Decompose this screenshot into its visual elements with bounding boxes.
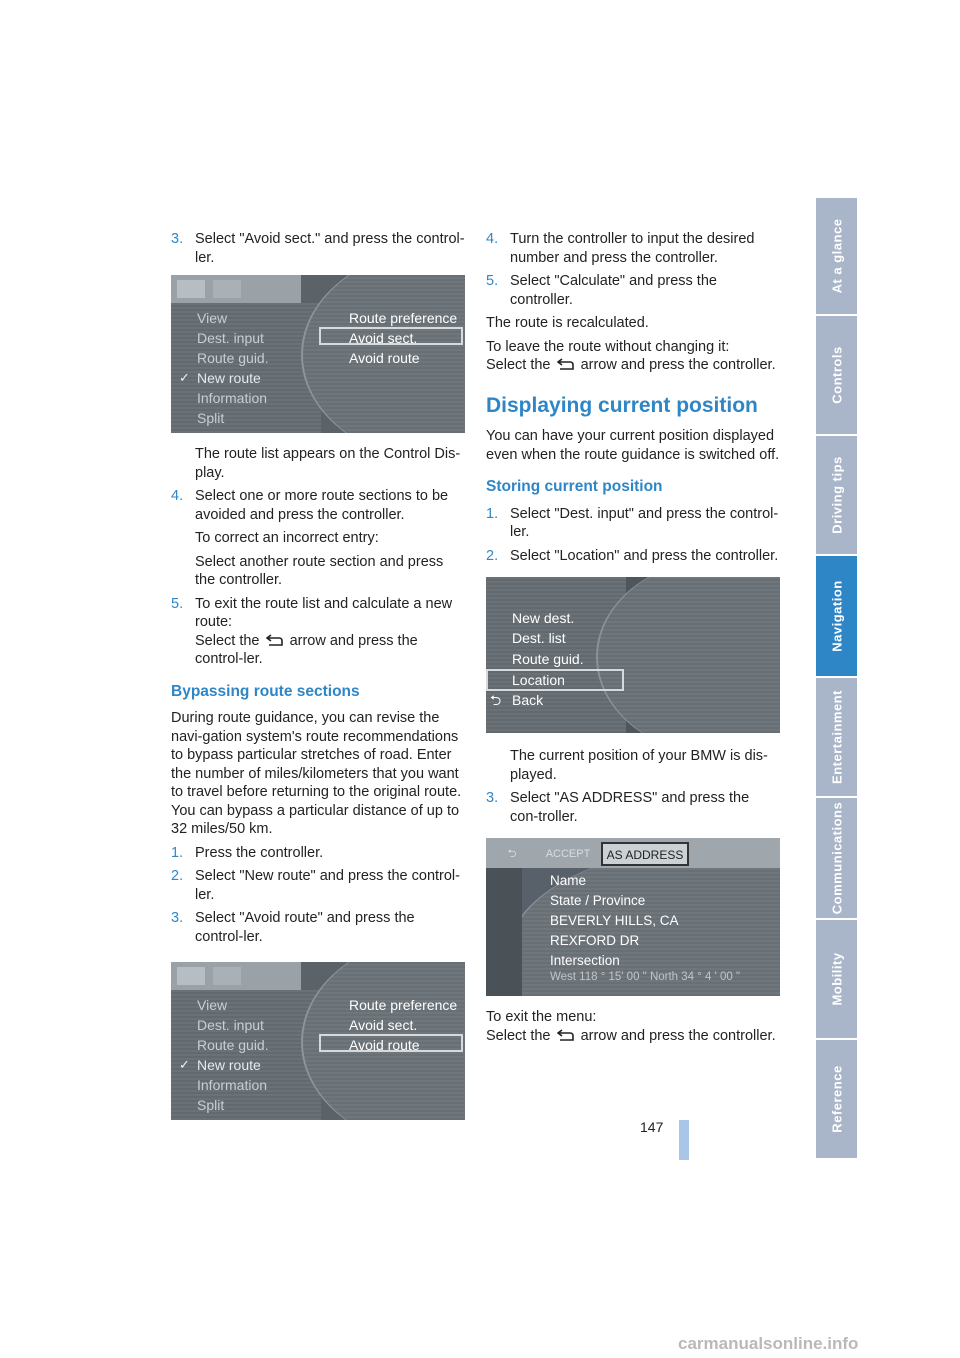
menu-item: Dest. input bbox=[197, 1017, 264, 1033]
exit-heading: To exit the menu: bbox=[486, 1009, 597, 1025]
step-4-select-sections bbox=[171, 487, 465, 524]
page-marker-bar bbox=[679, 1120, 689, 1160]
storing-step-1 bbox=[486, 505, 781, 542]
menu-item: Location bbox=[512, 672, 565, 688]
screenshot-dest-menu-location bbox=[486, 577, 780, 733]
leave-route-text bbox=[486, 338, 781, 375]
back-arrow-icon bbox=[557, 358, 575, 370]
display-position-heading: Displaying current position bbox=[486, 393, 758, 417]
step-number: 3. bbox=[171, 910, 184, 926]
bypass-step-2 bbox=[171, 867, 465, 904]
menu-item: Information bbox=[197, 390, 268, 406]
back-arrow-icon: ⮌ bbox=[490, 692, 502, 708]
menu-panel bbox=[171, 990, 321, 1120]
address-row: State / Province bbox=[550, 893, 646, 908]
screenshot-as-address bbox=[486, 838, 780, 996]
leave-text: arrow and press the controller. bbox=[580, 357, 776, 373]
recalculated-text: The route is recalculated. bbox=[486, 315, 649, 331]
step-text: Turn the controller to input the desired number and press the controller. bbox=[510, 231, 755, 266]
screenshot-route-menu-avoid-sect bbox=[171, 275, 465, 433]
address-row: Intersection bbox=[550, 953, 620, 968]
bypass-heading: Bypassing route sections bbox=[171, 682, 360, 700]
speaker-tab bbox=[213, 967, 241, 985]
step-text: Select "AS ADDRESS" and press the con-troller. bbox=[510, 790, 750, 825]
menu-item: Route guid. bbox=[197, 1037, 269, 1053]
storing-step-2 bbox=[486, 547, 781, 566]
back-arrow-icon bbox=[266, 634, 284, 646]
chapter-label: Mobility bbox=[829, 952, 844, 1006]
chapter-tab-entertainment[interactable] bbox=[816, 678, 857, 798]
step-text: Select "Avoid route" and press the control-ler. bbox=[195, 910, 415, 945]
step-text: Select one or more route sections to be avoided and press the controller. bbox=[195, 488, 449, 523]
watermark: carmanualsonline.info bbox=[678, 1334, 859, 1353]
display-position-paragraph: You can have your current position displayed even when the route guidance is switched off. bbox=[486, 428, 780, 463]
step-text: Select the bbox=[195, 632, 260, 649]
right-menu-item: Avoid route bbox=[349, 1037, 420, 1053]
step-text: Select "Calculate" and press the controller. bbox=[510, 273, 717, 308]
left-strip bbox=[486, 868, 522, 996]
back-arrow-icon: ⮌ bbox=[507, 848, 517, 860]
accept-button: ACCEPT bbox=[545, 848, 591, 860]
correct-heading: To correct an incorrect entry: bbox=[195, 530, 379, 546]
step-number: 4. bbox=[486, 231, 499, 247]
audio-tab bbox=[177, 280, 205, 298]
chapter-label: At a glance bbox=[829, 218, 844, 294]
leave-heading: To leave the route without changing it: bbox=[486, 338, 730, 355]
step-number: 5. bbox=[171, 595, 184, 612]
bypass-step-3 bbox=[171, 909, 465, 946]
storing-position-heading: Storing current position bbox=[486, 478, 663, 495]
left-column bbox=[171, 230, 465, 1132]
menu-curve bbox=[596, 577, 780, 733]
right-menu-item: Avoid route bbox=[349, 350, 420, 366]
right-menu-item: Route preference bbox=[349, 997, 458, 1013]
step-text: arrow and press the control-ler. bbox=[195, 632, 418, 667]
right-menu-item: Avoid sect. bbox=[349, 1017, 418, 1033]
menu-item: Back bbox=[512, 692, 544, 708]
back-arrow-icon bbox=[557, 1029, 575, 1041]
step-text: Press the controller. bbox=[195, 844, 324, 861]
step-5-exit-route-list bbox=[171, 595, 465, 669]
exit-text: Select the bbox=[486, 1027, 551, 1044]
check-icon: ✓ bbox=[179, 370, 190, 385]
step-4-turn-controller bbox=[486, 230, 781, 267]
chapter-tab-at-a-glance[interactable] bbox=[816, 198, 857, 316]
step-text: Select "Avoid sect." and press the control-ler. bbox=[195, 231, 465, 266]
chapter-tab-navigation[interactable] bbox=[816, 556, 857, 678]
chapter-sidebar bbox=[816, 198, 857, 1160]
right-menu-item: Route preference bbox=[349, 310, 458, 326]
speaker-tab bbox=[213, 280, 241, 298]
step-3-avoid-sect bbox=[171, 230, 465, 267]
step-number: 3. bbox=[171, 231, 184, 247]
chapter-tab-controls[interactable] bbox=[816, 316, 857, 436]
step-text: Select "New route" and press the control-ler. bbox=[195, 868, 460, 903]
chapter-label: Controls bbox=[829, 346, 844, 404]
as-address-button: AS ADDRESS bbox=[601, 842, 689, 866]
step-number: 2. bbox=[171, 868, 184, 884]
chapter-tab-reference[interactable] bbox=[816, 1040, 857, 1160]
page-number: 147 bbox=[640, 1119, 664, 1135]
menu-item: New dest. bbox=[512, 610, 575, 626]
menu-item: View bbox=[197, 997, 228, 1013]
right-menu-item: Avoid sect. bbox=[349, 330, 418, 346]
step-text: To exit the route list and calculate a new route: bbox=[195, 595, 453, 630]
correct-text: Select another route section and press the controller. bbox=[195, 553, 444, 588]
chapter-label: Driving tips bbox=[829, 456, 844, 534]
address-row: REXFORD DR bbox=[550, 933, 640, 948]
exit-text: arrow and press the controller. bbox=[580, 1027, 776, 1044]
chapter-label: Communications bbox=[829, 801, 844, 915]
chapter-label: Navigation bbox=[829, 580, 844, 652]
menu-panel bbox=[171, 303, 321, 433]
check-icon: ✓ bbox=[179, 1057, 190, 1072]
screenshot-route-menu-avoid-route bbox=[171, 962, 465, 1120]
bypass-step-1 bbox=[171, 844, 465, 863]
chapter-tab-communications[interactable] bbox=[816, 798, 857, 920]
audio-tab bbox=[177, 967, 205, 985]
chapter-tab-mobility[interactable] bbox=[816, 920, 857, 1040]
right-column bbox=[486, 230, 781, 1050]
menu-item: Route guid. bbox=[197, 350, 269, 366]
step-number: 2. bbox=[486, 547, 499, 564]
menu-item: Dest. input bbox=[197, 330, 264, 346]
exit-menu-text bbox=[486, 1008, 781, 1045]
menu-item: Information bbox=[197, 1077, 268, 1093]
step-5-calculate bbox=[486, 272, 781, 309]
step-number: 1. bbox=[486, 505, 499, 522]
chapter-label: Entertainment bbox=[829, 690, 844, 784]
menu-item: View bbox=[197, 310, 228, 326]
address-row: BEVERLY HILLS, CA bbox=[550, 913, 679, 928]
step-number: 3. bbox=[486, 790, 499, 806]
leave-text: Select the bbox=[486, 357, 551, 373]
menu-item: New route bbox=[197, 1057, 261, 1073]
route-list-text: The route list appears on the Control Dis-play. bbox=[195, 446, 461, 481]
menu-item: Split bbox=[197, 410, 225, 426]
menu-item: Route guid. bbox=[512, 651, 584, 667]
current-position-text: The current position of your BMW is dis-played. bbox=[510, 748, 768, 783]
step-number: 1. bbox=[171, 844, 184, 861]
chapter-tab-driving-tips[interactable] bbox=[816, 436, 857, 556]
step-text: Select "Dest. input" and press the control-ler. bbox=[510, 505, 779, 540]
step-text: Select "Location" and press the controller. bbox=[510, 547, 779, 564]
step-number: 5. bbox=[486, 273, 499, 289]
menu-item: Dest. list bbox=[512, 630, 566, 646]
chapter-label: Reference bbox=[829, 1065, 844, 1133]
storing-step-3 bbox=[486, 789, 781, 826]
address-row: Name bbox=[550, 873, 587, 888]
menu-item: Split bbox=[197, 1097, 225, 1113]
menu-item: New route bbox=[197, 370, 261, 386]
bypass-paragraph: During route guidance, you can revise the navi-gation system's route recommendations to bypass particular stretches of road. Enter the number of miles/kilometers that you want to travel before returning to the original route. You can bypass a particular distance of up to 32 miles/50 km. bbox=[171, 710, 462, 837]
step-number: 4. bbox=[171, 488, 184, 504]
coordinates: West 118 ° 15' 00 " North 34 ° 4 ' 00 " bbox=[550, 971, 741, 983]
